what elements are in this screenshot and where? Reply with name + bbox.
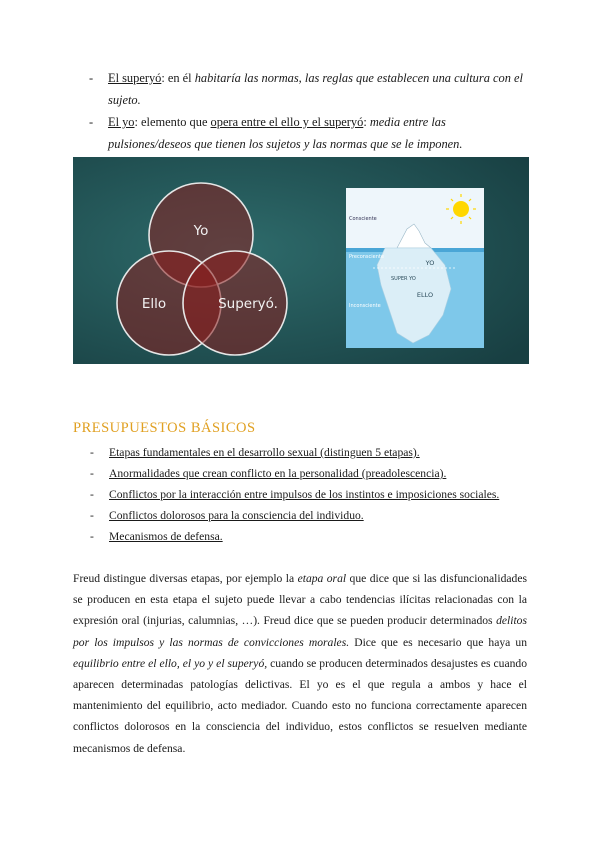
description: habitaría las normas, las reglas que establecen una cultura con el sujeto. — [108, 71, 523, 107]
list-item-text: Anormalidades que crean conflicto en la personalidad (preadolescencia). — [109, 467, 447, 480]
bullet-dash: - — [90, 467, 94, 480]
label-preconsciente: Preconsciente — [349, 254, 384, 260]
bullet-dash: - — [90, 488, 94, 501]
list-item-text: Conflictos dolorosos para la consciencia del individuo. — [109, 509, 364, 522]
iceberg-diagram — [346, 188, 484, 348]
venn-label-ello: Ello — [141, 296, 167, 312]
body-paragraph — [73, 568, 527, 759]
psyche-figure — [73, 157, 529, 364]
separator: : en él — [161, 71, 195, 85]
label-ello: ELLO — [416, 291, 434, 299]
label-yo: YO — [425, 259, 435, 267]
term: El superyó — [108, 71, 162, 85]
paragraph-text: Freud distingue diversas etapas, por ejemplo la — [73, 572, 298, 585]
separator: : — [363, 115, 370, 129]
list-item-text: Conflictos por la interacción entre impulsos de los instintos e imposiciones sociales. — [109, 488, 500, 501]
definition-yo — [90, 112, 530, 155]
paragraph-emphasis: equilibrio entre el ello, el yo y el superyó, — [73, 656, 268, 670]
paragraph-emphasis: delitos por los impulsos y las normas de convicciones morales. — [73, 614, 527, 649]
venn-label-superyo: Superyó. — [218, 296, 278, 312]
description: media entre las pulsiones/deseos que tienen los sujetos y las normas que se le imponen. — [108, 115, 463, 151]
paragraph-text: cuando se producen determinados desajustes es cuando aparecen determinadas patologías delictivas. El yo es el que regula a ambos y hace el mantenimiento del equilibrio, acto mediador. Cuando esto no funciona correctamente aparecen conflictos dolorosos en la consciencia del individuo, estos conflictos se resuelven mediante mecanismos de defensa. — [73, 656, 527, 755]
bullet-dash: - — [89, 115, 94, 129]
bullet-dash: - — [90, 530, 94, 543]
label-consciente: Consciente — [349, 216, 377, 222]
sun-icon — [453, 201, 469, 217]
bullet-dash: - — [89, 71, 94, 85]
bullet-dash: - — [90, 446, 94, 459]
section-heading: PRESUPUESTOS BÁSICOS — [73, 420, 256, 436]
definition-superyo — [90, 68, 530, 111]
bullet-dash: - — [90, 509, 94, 522]
venn-label-yo: Yo — [193, 223, 209, 239]
label-superyo: SUPER YO — [391, 276, 416, 282]
separator: : elemento que — [134, 115, 211, 129]
label-inconsciente: Inconsciente — [349, 303, 381, 309]
paragraph-text: Dice que es necesario que haya un — [349, 635, 527, 649]
list-item-text: Mecanismos de defensa. — [109, 530, 223, 543]
paragraph-text: que dice que si las disfuncionalidades se producen en esta etapa el sujeto puede llevar a cabo tendencias ilícitas relacionadas con la expresión oral (injurias, calumnias, …). Freud dice que se pueden producir determinados — [73, 572, 527, 628]
paragraph-emphasis: etapa oral — [297, 572, 347, 585]
underlined-phrase: opera entre el ello y el superyó — [210, 115, 364, 129]
list-item-text: Etapas fundamentales en el desarrollo sexual (distinguen 5 etapas). — [109, 446, 420, 459]
term: El yo — [108, 115, 135, 129]
